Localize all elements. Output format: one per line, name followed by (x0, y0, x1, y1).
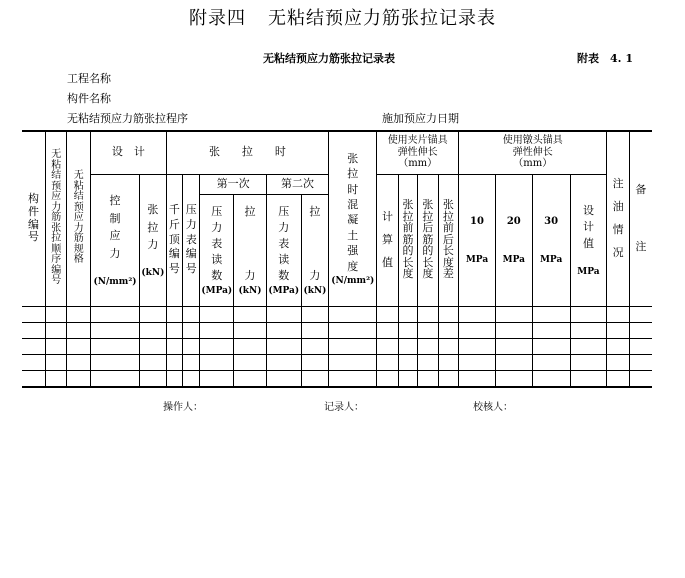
design-header: 设 计 (91, 131, 167, 174)
form-title: 无粘结预应力筋张拉记录表 (263, 52, 395, 65)
pressure-20-header: 20 MPa (495, 174, 532, 306)
table-row (22, 306, 652, 322)
sequence-no-header: 无 粘 结 预 应 力 筋 张 拉 顺 序 编 号 (46, 131, 67, 306)
first-tension-header: 第一次 (200, 174, 266, 194)
project-name-label: 工程名称 (67, 72, 111, 85)
gauge-no-header: 压 力 表 编 号 (183, 174, 200, 306)
table-row (22, 354, 652, 370)
second-gauge-reading-header: 压 力 表 读 数 (MPa) (266, 194, 301, 306)
member-no-header: 构 件 编 号 (22, 131, 46, 306)
design-value-header: 设 计 值 MPa (570, 174, 607, 306)
second-force-header: 拉 力 (kN) (301, 194, 329, 306)
tension-header: 张 拉 时 (166, 131, 329, 174)
date-label: 施加预应力日期 (382, 112, 459, 125)
control-stress-header: 控 制 应 力 (N/mm²) (91, 174, 140, 306)
clip-anchor-header: 使用夹片锚具 弹性伸长 （mm） (377, 131, 459, 174)
operator-signature-label: 操作人： (163, 402, 203, 413)
recorder-signature-label: 记录人： (324, 402, 364, 413)
calc-value-header: 计 算 值 (377, 174, 398, 306)
page-title-text: 无粘结预应力筋张拉记录表 (268, 8, 496, 29)
second-tension-header: 第二次 (266, 174, 328, 194)
page-title (0, 4, 685, 30)
first-force-header: 拉 力 (kN) (234, 194, 267, 306)
table-row (22, 338, 652, 354)
length-diff-header: 张 拉 前 后 长 度 差 (438, 174, 458, 306)
concrete-strength-header: 张 拉 时 混 凝 土 强 度 (N/mm²) (329, 131, 377, 306)
checker-signature-label: 校核人： (473, 402, 513, 413)
appendix-label: 附录四 (189, 8, 246, 29)
tension-force-header: 张 拉 力 (kN) (140, 174, 167, 306)
before-length-header: 张 拉 前 筋 的 长 度 (398, 174, 417, 306)
first-gauge-reading-header: 压 力 表 读 数 (MPa) (200, 194, 234, 306)
table-row (22, 322, 652, 338)
pressure-10-header: 10 MPa (459, 174, 496, 306)
spec-header: 无 粘 结 预 应 力 筋 规 格 (67, 131, 91, 306)
remarks-header: 备 注 (629, 131, 652, 306)
pressure-30-header: 30 MPa (532, 174, 570, 306)
table-row (22, 370, 652, 387)
form-number: 附表 4. 1 (577, 52, 633, 65)
oil-note-header: 注 油 情 况 (607, 131, 630, 306)
after-length-header: 张 拉 后 筋 的 长 度 (418, 174, 438, 306)
member-name-label: 构件名称 (67, 92, 111, 105)
tension-record-table (22, 130, 652, 388)
jack-no-header: 千 斤 顶 编 号 (166, 174, 182, 306)
upset-anchor-header: 使用镦头锚具 弹性伸长 （mm） (459, 131, 607, 174)
procedure-label: 无粘结预应力筋张拉程序 (67, 112, 188, 125)
